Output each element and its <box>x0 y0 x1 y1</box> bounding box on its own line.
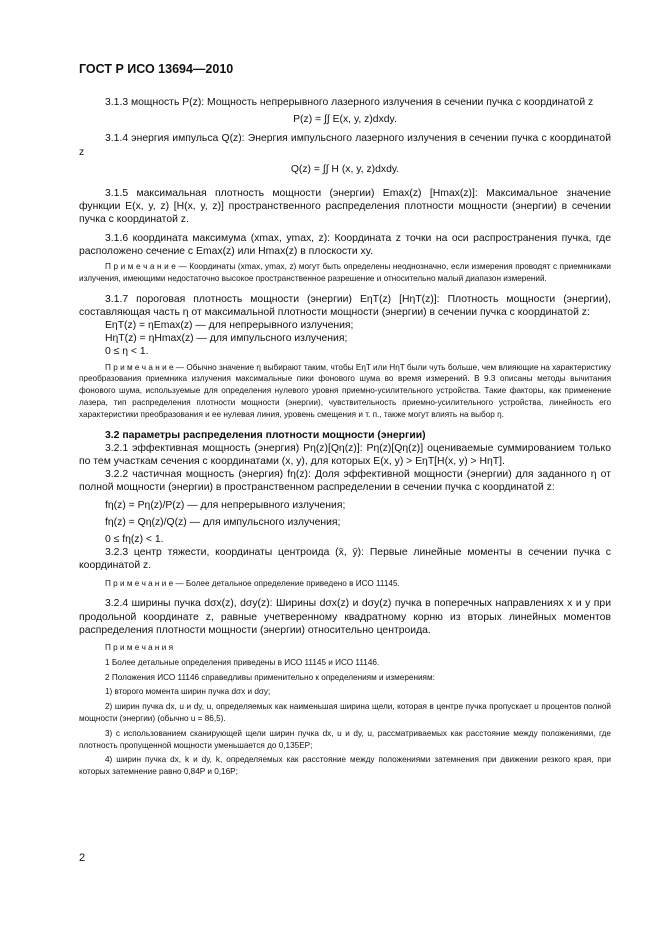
clause-3-1-4: 3.1.4 энергия импульса Q(z): Энергия импульсного лазерного излучения в сечении пучка с координатой z <box>79 133 611 158</box>
clause-3-1-7: 3.1.7 пороговая плотность мощности (энергии) EηT(z) [HηT(z)]: Плотность мощности (энергии), составляющая часть η от максимальной плотности мощности (энергии) в сечении пучка с координатой z: <box>79 293 611 318</box>
note-item: 1) второго момента ширин пучка dσx и dσy; <box>105 687 271 697</box>
fraction-formula-cw: fη(z) = Pη(z)/P(z) — для непрерывного излучения; <box>105 499 346 511</box>
document-header: ГОСТ Р ИСО 13694—2010 <box>79 62 234 76</box>
note-item: 2) ширин пучка dx, u и dy, u, определяемых как наименьшая ширина щели, которая в центре пучка пропускает u процентов полной мощности (энергии) (обычно u = 86,5). <box>79 702 611 724</box>
note-3-2-3: П р и м е ч а н и е — Более детальное определение приведено в ИСО 11145. <box>105 578 400 588</box>
threshold-line-cw: EηT(z) = ηEmax(z) — для непрерывного излучения; <box>105 320 354 332</box>
clause-3-1-3: 3.1.3 мощность P(z): Мощность непрерывного лазерного излучения в сечении пучка с координатой z <box>105 97 594 108</box>
fraction-range: 0 ≤ fη(z) < 1. <box>105 534 164 546</box>
formula-power: P(z) = ∫∫ E(x, y, z)dxdy. <box>293 114 397 126</box>
note-3-1-6: П р и м е ч а н и е — Координаты (xmax, ymax, z) могут быть определены неоднозначно, если измерения проводят с приемниками излучения, имеющими недостаточно высокое пространственное разрешение и относительно малый диапазон измерений. <box>79 262 611 283</box>
notes-title: П р и м е ч а н и я <box>105 643 174 653</box>
page-number: 2 <box>79 852 86 864</box>
fraction-formula-pulse: fη(z) = Qη(z)/Q(z) — для импульсного излучения; <box>105 516 341 528</box>
threshold-range: 0 ≤ η < 1. <box>105 346 149 358</box>
formula-energy: Q(z) = ∫∫ H (x, y, z)dxdy. <box>290 163 400 175</box>
note-3-1-7: П р и м е ч а н и е — Обычно значение η выбирают таким, чтобы EηT или HηT были чуть больше, чем влияющие на характеристику преобразования приемника излучения максимальные пики фонового шума во время измерений. В 9.3 описаны методы вычитания фонового шума, используемые для определения нулевого уровня приемно-усилительного устройства. Такие факторы, как применение лазера, тип распределения плотности мощности (энергии), чувствительность приемно-усилительного устройства, линейность его характеристики преобразования и ее нулевая линия, уровень смещения и т. п., также могут влиять на выбор η. <box>79 362 611 419</box>
section-3-2-title: 3.2 параметры распределения плотности мощности (энергии) <box>105 429 426 441</box>
note-item: 2 Положения ИСО 11146 справедливы применительно к определениям и измерениям: <box>105 672 435 682</box>
note-item: 3) с использованием сканирующей щели ширин пучка dx, u и dy, u, рассматриваемых как расстояние между положениями, где плотность пропущенной мощности уменьшается до 0,135EP; <box>79 728 611 750</box>
clause-3-2-4: 3.2.4 ширины пучка dσx(z), dσy(z): Ширины dσx(z) и dσy(z) пучка в поперечных направлениях x и y при продольной координате z, равные учетверенному квадратному корню из вторых линейных моментов распределения плотности мощности (энергии) относительно центроида. <box>79 598 611 636</box>
note-item: 4) ширин пучка dx, k и dy, k, определяемых как расстояние между положениями затемнения при движении резкого края, при которых затемнение равно 0,84P и 0,16P; <box>79 755 611 777</box>
page-content <box>79 96 611 781</box>
threshold-line-pulse: HηT(z) = ηHmax(z) — для импульсного излучения; <box>105 333 348 345</box>
clause-3-2-3: 3.2.3 центр тяжести, координаты центроида (x̄, ȳ): Первые линейные моменты в сечении пучка с координатой z. <box>79 547 611 572</box>
clause-3-2-2: 3.2.2 частичная мощность (энергия) fη(z): Доля эффективной мощности (энергии) для заданного η от полной мощности (энергии) в пространственном распределении в сечении пучка с координатой z: <box>79 469 611 494</box>
clause-3-2-1: 3.2.1 эффективная мощность (энергия) Pη(z)[Qη(z)]: Pη(z)[Qη(z)] оцениваемые суммированием только по тем участкам сечения с координатами (x, y), для которых E(x, y) > EηT[H(x, y) > HηT]. <box>79 442 611 468</box>
note-item: 1 Более детальные определения приведены в ИСО 11145 и ИСО 11146. <box>105 657 380 667</box>
clause-3-1-6: 3.1.6 координата максимума (xmax, ymax, z): Координата z точки на оси распространения пучка, где расположено сечение с Emax(z) или Hmax(z) в плоскости xy. <box>79 232 611 257</box>
clause-3-1-5: 3.1.5 максимальная плотность мощности (энергии) Emax(z) [Hmax(z)]: Максимальное значение функции E(x, y, z) [H(x, y, z)] пространственного распределения плотности мощности (энергии) в сечении пучка с координатой z. <box>79 188 611 226</box>
